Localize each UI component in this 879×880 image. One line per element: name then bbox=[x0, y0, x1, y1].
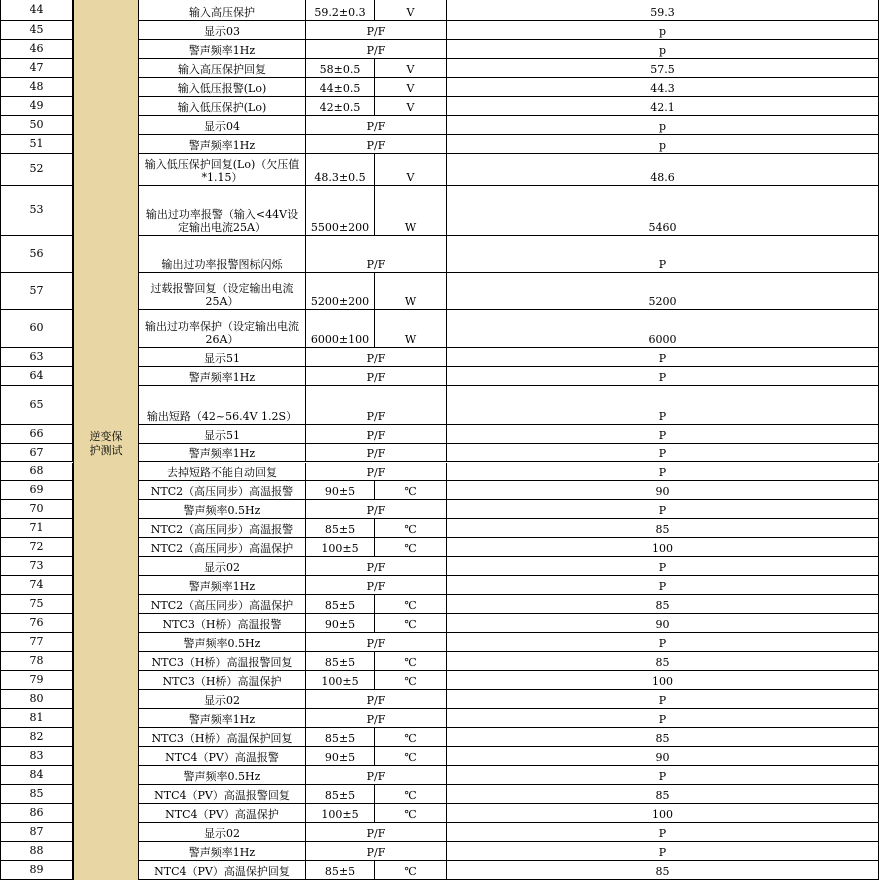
result-cell: P bbox=[447, 425, 879, 444]
row-number-cell: 68 bbox=[0, 463, 73, 482]
test-item-cell: 警声频率1Hz bbox=[139, 135, 306, 154]
spec-cell: 58±0.5 bbox=[306, 59, 375, 78]
unit-cell: ℃ bbox=[375, 538, 447, 557]
test-item-cell: 显示03 bbox=[139, 21, 306, 40]
unit-cell: ℃ bbox=[375, 861, 447, 880]
row-number-cell: 47 bbox=[0, 59, 73, 78]
spec-cell: 85±5 bbox=[306, 595, 375, 614]
row-number-cell: 73 bbox=[0, 557, 73, 576]
unit-cell: ℃ bbox=[375, 652, 447, 671]
spec-cell: 5500±200 bbox=[306, 186, 375, 236]
test-item-cell: NTC3（H桥）高温保护回复 bbox=[139, 728, 306, 747]
test-item-cell: NTC3（H桥）高温保护 bbox=[139, 671, 306, 690]
result-cell: P bbox=[447, 823, 879, 842]
spec-cell: P/F bbox=[306, 690, 447, 709]
result-cell: 90 bbox=[447, 481, 879, 500]
unit-cell: ℃ bbox=[375, 728, 447, 747]
test-item-cell: NTC2（高压同步）高温报警 bbox=[139, 481, 306, 500]
test-item-cell: 显示02 bbox=[139, 690, 306, 709]
test-item-cell: 输出过功率报警（输入<44V设定输出电流25A） bbox=[139, 186, 306, 236]
row-number-cell: 45 bbox=[0, 21, 73, 40]
test-item-cell: NTC3（H桥）高温报警 bbox=[139, 614, 306, 633]
result-cell: p bbox=[447, 116, 879, 135]
row-number-cell: 89 bbox=[0, 861, 73, 880]
row-number-cell: 87 bbox=[0, 823, 73, 842]
test-item-cell: NTC2（高压同步）高温保护 bbox=[139, 538, 306, 557]
test-item-cell: 警声频率0.5Hz bbox=[139, 633, 306, 652]
category-label: 逆变保护测试 bbox=[89, 430, 123, 457]
result-cell: 90 bbox=[447, 747, 879, 766]
result-cell: P bbox=[447, 690, 879, 709]
unit-cell: ℃ bbox=[375, 785, 447, 804]
spec-cell: P/F bbox=[306, 348, 447, 367]
spec-cell: 100±5 bbox=[306, 671, 375, 690]
spec-cell: P/F bbox=[306, 425, 447, 444]
test-item-cell: 输出短路（42~56.4V 1.2S） bbox=[139, 386, 306, 425]
spec-cell: 85±5 bbox=[306, 652, 375, 671]
spec-cell: 85±5 bbox=[306, 728, 375, 747]
row-number-cell: 83 bbox=[0, 747, 73, 766]
result-cell: p bbox=[447, 21, 879, 40]
test-item-cell: 显示51 bbox=[139, 348, 306, 367]
spec-cell: 59.2±0.3 bbox=[306, 0, 375, 21]
unit-cell: W bbox=[375, 186, 447, 236]
unit-cell: V bbox=[375, 154, 447, 186]
test-item-cell: 警声频率1Hz bbox=[139, 40, 306, 59]
result-cell: P bbox=[447, 766, 879, 785]
test-item-cell: 显示02 bbox=[139, 557, 306, 576]
unit-cell: V bbox=[375, 78, 447, 97]
test-item-cell: NTC4（PV）高温保护回复 bbox=[139, 861, 306, 880]
unit-cell: ℃ bbox=[375, 747, 447, 766]
row-number-cell: 74 bbox=[0, 576, 73, 595]
spec-cell: 6000±100 bbox=[306, 310, 375, 348]
test-item-cell: 警声频率0.5Hz bbox=[139, 766, 306, 785]
spec-cell: P/F bbox=[306, 633, 447, 652]
unit-cell: ℃ bbox=[375, 481, 447, 500]
test-item-cell: 输出过功率保护（设定输出电流26A） bbox=[139, 310, 306, 348]
result-cell: P bbox=[447, 500, 879, 519]
spec-cell: P/F bbox=[306, 766, 447, 785]
spec-cell: 90±5 bbox=[306, 747, 375, 766]
spec-cell: 44±0.5 bbox=[306, 78, 375, 97]
result-cell: 90 bbox=[447, 614, 879, 633]
unit-cell: V bbox=[375, 59, 447, 78]
result-cell: P bbox=[447, 842, 879, 861]
row-number-cell: 51 bbox=[0, 135, 73, 154]
result-cell: 6000 bbox=[447, 310, 879, 348]
row-number-cell: 78 bbox=[0, 652, 73, 671]
row-number-cell: 56 bbox=[0, 236, 73, 273]
result-cell: 100 bbox=[447, 671, 879, 690]
row-number-cell: 79 bbox=[0, 671, 73, 690]
unit-cell: V bbox=[375, 97, 447, 116]
result-cell: 5460 bbox=[447, 186, 879, 236]
spec-cell: 5200±200 bbox=[306, 273, 375, 310]
test-item-cell: NTC3（H桥）高温报警回复 bbox=[139, 652, 306, 671]
spec-cell: P/F bbox=[306, 116, 447, 135]
spec-cell: P/F bbox=[306, 40, 447, 59]
result-cell: 100 bbox=[447, 804, 879, 823]
unit-cell: ℃ bbox=[375, 804, 447, 823]
test-item-cell: 输出过功率报警图标闪烁 bbox=[139, 236, 306, 273]
row-number-cell: 44 bbox=[0, 0, 73, 21]
test-item-cell: 输入高压保护回复 bbox=[139, 59, 306, 78]
row-number-cell: 46 bbox=[0, 40, 73, 59]
row-number-cell: 88 bbox=[0, 842, 73, 861]
result-cell: P bbox=[447, 386, 879, 425]
test-item-cell: NTC2（高压同步）高温报警 bbox=[139, 519, 306, 538]
result-cell: 85 bbox=[447, 861, 879, 880]
unit-cell: ℃ bbox=[375, 595, 447, 614]
row-number-cell: 67 bbox=[0, 444, 73, 463]
spec-cell: P/F bbox=[306, 463, 447, 482]
test-item-cell: NTC2（高压同步）高温保护 bbox=[139, 595, 306, 614]
spec-cell: 85±5 bbox=[306, 519, 375, 538]
spec-cell: 100±5 bbox=[306, 804, 375, 823]
test-item-cell: 警声频率1Hz bbox=[139, 576, 306, 595]
test-item-cell: 显示51 bbox=[139, 425, 306, 444]
row-number-cell: 69 bbox=[0, 481, 73, 500]
spec-cell: 42±0.5 bbox=[306, 97, 375, 116]
row-number-cell: 49 bbox=[0, 97, 73, 116]
row-number-cell: 84 bbox=[0, 766, 73, 785]
result-cell: P bbox=[447, 236, 879, 273]
result-cell: 59.3 bbox=[447, 0, 879, 21]
result-cell: 85 bbox=[447, 785, 879, 804]
spec-cell: 85±5 bbox=[306, 785, 375, 804]
unit-cell: V bbox=[375, 0, 447, 21]
row-number-cell: 75 bbox=[0, 595, 73, 614]
spec-cell: 90±5 bbox=[306, 481, 375, 500]
spec-cell: 90±5 bbox=[306, 614, 375, 633]
result-cell: P bbox=[447, 367, 879, 386]
test-item-cell: 警声频率0.5Hz bbox=[139, 500, 306, 519]
spec-cell: P/F bbox=[306, 386, 447, 425]
row-number-cell: 86 bbox=[0, 804, 73, 823]
result-cell: 100 bbox=[447, 538, 879, 557]
row-number-cell: 60 bbox=[0, 310, 73, 348]
result-cell: p bbox=[447, 135, 879, 154]
row-number-cell: 66 bbox=[0, 425, 73, 444]
test-item-cell: 警声频率1Hz bbox=[139, 842, 306, 861]
test-item-cell: 输入低压保护(Lo) bbox=[139, 97, 306, 116]
unit-cell: ℃ bbox=[375, 519, 447, 538]
spec-cell: P/F bbox=[306, 236, 447, 273]
spec-cell: P/F bbox=[306, 842, 447, 861]
category-cell bbox=[73, 0, 139, 880]
result-cell: 85 bbox=[447, 652, 879, 671]
result-cell: 42.1 bbox=[447, 97, 879, 116]
result-cell: 44.3 bbox=[447, 78, 879, 97]
row-number-cell: 85 bbox=[0, 785, 73, 804]
row-number-cell: 63 bbox=[0, 348, 73, 367]
unit-cell: ℃ bbox=[375, 614, 447, 633]
result-cell: 5200 bbox=[447, 273, 879, 310]
spec-cell: P/F bbox=[306, 823, 447, 842]
spec-cell: P/F bbox=[306, 21, 447, 40]
result-cell: P bbox=[447, 557, 879, 576]
row-number-cell: 57 bbox=[0, 273, 73, 310]
row-number-cell: 65 bbox=[0, 386, 73, 425]
result-cell: P bbox=[447, 348, 879, 367]
spec-cell: P/F bbox=[306, 709, 447, 728]
result-cell: P bbox=[447, 444, 879, 463]
unit-cell: ℃ bbox=[375, 671, 447, 690]
unit-cell: W bbox=[375, 310, 447, 348]
row-number-cell: 50 bbox=[0, 116, 73, 135]
unit-cell: W bbox=[375, 273, 447, 310]
test-item-cell: 警声频率1Hz bbox=[139, 709, 306, 728]
spec-cell: 85±5 bbox=[306, 861, 375, 880]
row-number-cell: 70 bbox=[0, 500, 73, 519]
result-cell: 48.6 bbox=[447, 154, 879, 186]
result-cell: P bbox=[447, 633, 879, 652]
test-item-cell: 警声频率1Hz bbox=[139, 367, 306, 386]
spec-cell: 100±5 bbox=[306, 538, 375, 557]
test-item-cell: 输入低压保护回复(Lo)（欠压值*1.15） bbox=[139, 154, 306, 186]
result-cell: P bbox=[447, 576, 879, 595]
spec-cell: P/F bbox=[306, 444, 447, 463]
result-cell: p bbox=[447, 40, 879, 59]
spec-cell: 48.3±0.5 bbox=[306, 154, 375, 186]
test-item-cell: 警声频率1Hz bbox=[139, 444, 306, 463]
result-cell: 57.5 bbox=[447, 59, 879, 78]
test-item-cell: 去掉短路不能自动回复 bbox=[139, 463, 306, 482]
row-number-cell: 48 bbox=[0, 78, 73, 97]
row-number-cell: 64 bbox=[0, 367, 73, 386]
result-cell: 85 bbox=[447, 519, 879, 538]
spec-cell: P/F bbox=[306, 576, 447, 595]
spec-cell: P/F bbox=[306, 135, 447, 154]
test-item-cell: 显示04 bbox=[139, 116, 306, 135]
spec-cell: P/F bbox=[306, 500, 447, 519]
row-number-cell: 72 bbox=[0, 538, 73, 557]
row-number-cell: 52 bbox=[0, 154, 73, 186]
spec-cell: P/F bbox=[306, 367, 447, 386]
row-number-cell: 80 bbox=[0, 690, 73, 709]
test-item-cell: 显示02 bbox=[139, 823, 306, 842]
row-number-cell: 71 bbox=[0, 519, 73, 538]
row-number-cell: 76 bbox=[0, 614, 73, 633]
row-number-cell: 82 bbox=[0, 728, 73, 747]
result-cell: 85 bbox=[447, 728, 879, 747]
row-number-cell: 81 bbox=[0, 709, 73, 728]
result-cell: P bbox=[447, 463, 879, 482]
row-number-cell: 53 bbox=[0, 186, 73, 236]
spec-cell: P/F bbox=[306, 557, 447, 576]
result-cell: 85 bbox=[447, 595, 879, 614]
test-item-cell: 过载报警回复（设定输出电流25A） bbox=[139, 273, 306, 310]
test-item-cell: NTC4（PV）高温保护 bbox=[139, 804, 306, 823]
test-item-cell: NTC4（PV）高温报警回复 bbox=[139, 785, 306, 804]
test-item-cell: 输入低压报警(Lo) bbox=[139, 78, 306, 97]
test-item-cell: NTC4（PV）高温报警 bbox=[139, 747, 306, 766]
result-cell: P bbox=[447, 709, 879, 728]
row-number-cell: 77 bbox=[0, 633, 73, 652]
test-item-cell: 输入高压保护 bbox=[139, 0, 306, 21]
